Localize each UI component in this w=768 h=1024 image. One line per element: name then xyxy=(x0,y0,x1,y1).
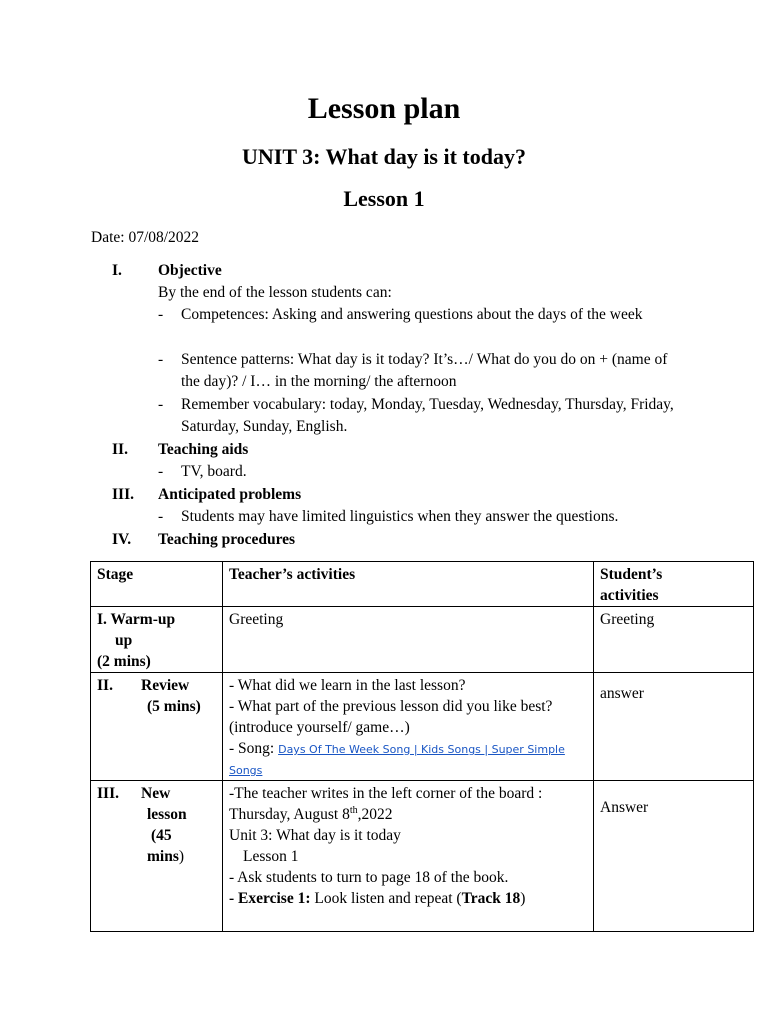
header-student-line1: Student’s xyxy=(600,566,663,583)
bullet-dash: - xyxy=(158,508,164,525)
table-row xyxy=(91,781,754,932)
objective-bullet xyxy=(158,304,688,326)
header-student-line2: activities xyxy=(600,587,659,604)
bullet-text: Students may have limited linguistics when they answer the questions. xyxy=(181,508,619,525)
lesson-title: Lesson 1 xyxy=(343,186,425,211)
teaching-aids-bullet xyxy=(158,461,688,483)
teacher-activity-line: Lesson 1 xyxy=(243,848,299,865)
section-title-objective: Objective xyxy=(158,262,222,279)
stage-name: I. Warm-up xyxy=(97,611,176,628)
section-title-teaching-procedures: Teaching procedures xyxy=(158,531,296,548)
section-number: II. xyxy=(112,441,128,458)
stage-time-mins: mins xyxy=(147,848,179,865)
section-number: IV. xyxy=(112,531,132,548)
teacher-activity-line xyxy=(229,783,587,825)
exercise-text: Look listen and repeat ( xyxy=(310,890,462,907)
stage-number: III. xyxy=(97,785,119,802)
stage-name: New xyxy=(141,785,171,802)
section-title-anticipated-problems: Anticipated problems xyxy=(158,486,302,503)
table-row xyxy=(91,607,754,673)
bullet-text: TV, board. xyxy=(181,463,247,480)
procedures-table xyxy=(90,561,754,932)
stage-name: Review xyxy=(141,677,190,694)
date-ordinal: th xyxy=(349,804,358,816)
teacher-activity-line: - Ask students to turn to page 18 of the book. xyxy=(229,869,509,886)
document-title: Lesson plan xyxy=(307,92,461,125)
song-prefix: - Song: xyxy=(229,740,279,757)
student-activity: Greeting xyxy=(594,607,754,673)
unit-title: UNIT 3: What day is it today? xyxy=(241,144,526,169)
anticipated-problems-bullet xyxy=(158,506,688,528)
bullet-text: Competences: Asking and answering questions about the days of the week xyxy=(181,306,643,323)
stage-number: II. xyxy=(97,677,113,694)
table-row xyxy=(91,673,754,781)
teacher-activity-line: - What part of the previous lesson did you like best? (introduce yourself/ game…) xyxy=(229,698,553,736)
exercise-close: ) xyxy=(520,890,526,907)
bullet-dash: - xyxy=(158,306,164,323)
stage-time-paren: ) xyxy=(178,848,185,865)
student-activity: answer xyxy=(594,673,754,781)
section-number: I. xyxy=(112,262,122,279)
bullet-dash: - xyxy=(158,351,164,368)
teacher-activity xyxy=(223,673,594,781)
section-number: III. xyxy=(112,486,134,503)
exercise-track: Track 18 xyxy=(461,890,521,907)
song-link[interactable]: Days Of The Week Song | Kids Songs | Super Simple Songs xyxy=(229,743,565,777)
table-header-row xyxy=(91,562,754,607)
board-text: -The teacher writes in the left corner of the board : Thursday, August 8 xyxy=(229,785,543,823)
header-student-activities xyxy=(594,562,754,607)
section-title-teaching-aids: Teaching aids xyxy=(158,441,249,458)
stage-new-lesson xyxy=(91,781,223,932)
objective-intro: By the end of the lesson students can: xyxy=(158,284,392,301)
teacher-activity xyxy=(223,781,594,932)
stage-warm-up xyxy=(91,607,223,673)
header-stage: Stage xyxy=(91,562,223,607)
stage-time: (2 mins) xyxy=(97,653,151,670)
board-year: ,2022 xyxy=(357,806,393,823)
stage-name-cont: lesson xyxy=(147,806,187,823)
bullet-text: Sentence patterns: What day is it today? It’s…/ What do you do on + (name of the day)? / I… in the morning/ the afternoon xyxy=(181,351,668,391)
teacher-activity-line: - What did we learn in the last lesson? xyxy=(229,677,466,694)
lesson-date: Date: 07/08/2022 xyxy=(91,229,200,246)
stage-time-cont xyxy=(97,846,216,867)
stage-time: (5 mins) xyxy=(147,698,201,715)
bullet-text: Remember vocabulary: today, Monday, Tuesday, Wednesday, Thursday, Friday, Saturday, Sunday, English. xyxy=(181,396,674,436)
objective-bullet xyxy=(158,349,688,394)
exercise-label: - Exercise 1: xyxy=(229,890,311,907)
teacher-activity: Greeting xyxy=(223,607,594,673)
stage-review xyxy=(91,673,223,781)
teacher-activity-line: Unit 3: What day is it today xyxy=(229,827,401,844)
stage-time: (45 xyxy=(151,827,172,844)
teacher-activity-song xyxy=(229,738,587,780)
header-teacher-activities: Teacher’s activities xyxy=(223,562,594,607)
exercise-line xyxy=(229,888,587,909)
student-activity: Answer xyxy=(594,781,754,932)
stage-name-cont: up xyxy=(115,632,133,649)
bullet-dash: - xyxy=(158,396,164,413)
objective-bullet xyxy=(158,394,688,439)
bullet-dash: - xyxy=(158,463,164,480)
